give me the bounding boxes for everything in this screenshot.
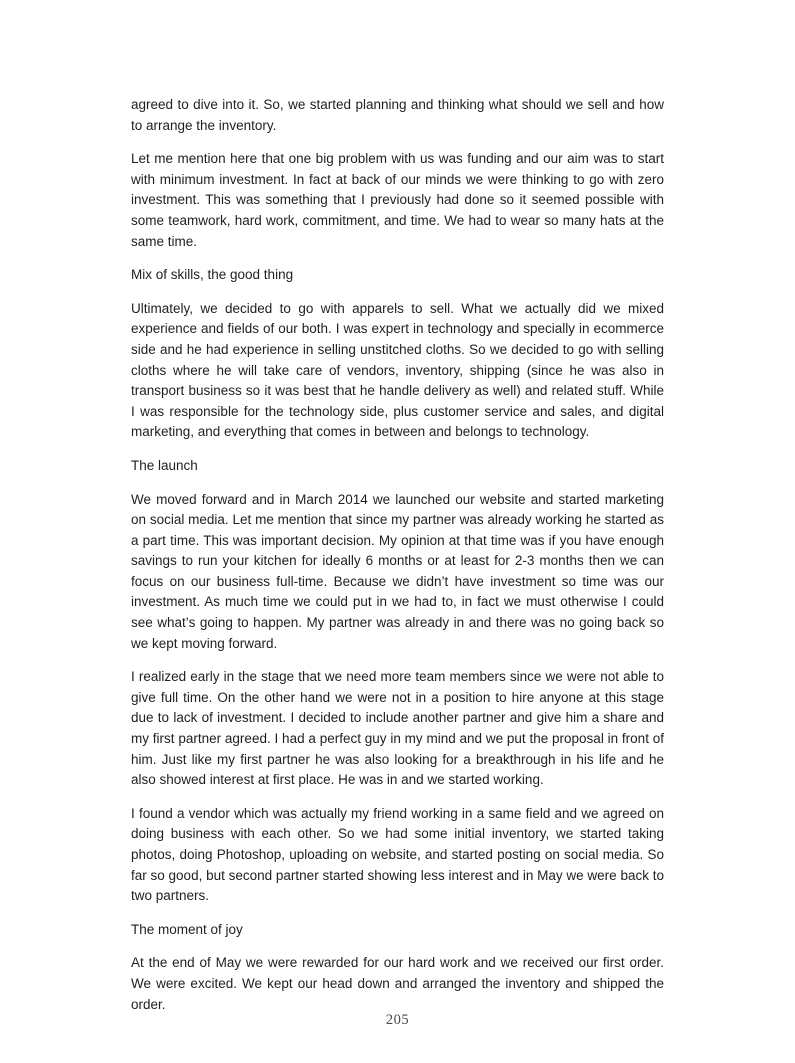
text-content	[131, 95, 664, 1015]
section-heading-mix-of-skills: Mix of skills, the good thing	[131, 267, 294, 283]
paragraph: Ultimately, we decided to go with apparels to sell. What we actually did we mixed experience and fields of our both. I was expert in technology and specially in ecommerce side and he had experience in selling unstitched cloths. So we decided to go with selling cloths where he will take care of vendors, inventory, shipping (since he was also in transport business so it was best that he handle delivery as well) and related stuff. While I was responsible for the technology side, plus customer service and sales, and digital marketing, and everything that comes in between and belongs to technology.	[131, 300, 664, 440]
section-heading-the-moment-of-joy: The moment of joy	[131, 921, 243, 937]
paragraph: We moved forward and in March 2014 we launched our website and started marketing on social media. Let me mention that since my partner was already working he started as a part time. This was important decision. My opinion at that time was if you have enough savings to run your kitchen for ideally 6 months or at least for 2-3 months then we can focus on our business full-time. Because we didn’t have investment so time was our investment. As much time we could put in we had to, in fact we must otherwise I could see what’s going to happen. My partner was already in and there was no going back so we kept moving forward.	[131, 491, 664, 651]
paragraph: I realized early in the stage that we need more team members since we were not able to give full time. On the other hand we were not in a position to hire anyone at this stage due to lack of investment. I decided to include another partner and give him a share and my first partner agreed. I had a perfect guy in my mind and we put the proposal in front of him. Just like my first partner he was also looking for a breakthrough in his life and he also showed interest at first place. He was in and we started working.	[131, 669, 664, 788]
paragraph: At the end of May we were rewarded for our hard work and we received our first order. We were excited. We kept our head down and arranged the inventory and shipped the order.	[131, 955, 664, 1012]
paragraph: agreed to dive into it. So, we started planning and thinking what should we sell and how to arrange the inventory.	[131, 97, 664, 133]
paragraph: I found a vendor which was actually my friend working in a same field and we agreed on doing business with each other. So we had some initial inventory, we started taking photos, doing Photoshop, uploading on website, and started posting on social media. So far so good, but second partner started showing less interest and in May we were back to two partners.	[131, 805, 664, 904]
page-number: 205	[385, 1012, 410, 1028]
paragraph: Let me mention here that one big problem with us was funding and our aim was to start with minimum investment. In fact at back of our minds we were thinking to go with zero investment. This was something that I previously had done so it seemed possible with some teamwork, hard work, commitment, and time. We had to wear so many hats at the same time.	[131, 151, 664, 249]
section-heading-the-launch: The launch	[131, 457, 198, 473]
page-footer	[0, 1011, 795, 1029]
